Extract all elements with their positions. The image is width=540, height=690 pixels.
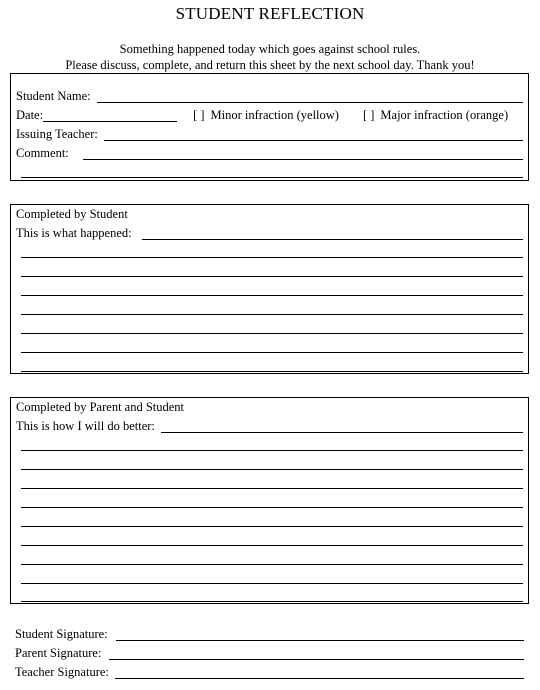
writing-line[interactable] — [21, 314, 523, 315]
writing-line[interactable] — [21, 601, 523, 602]
comment-label: Comment: — [16, 146, 69, 160]
student-name-label: Student Name: — [16, 89, 91, 103]
teacher-signature-row — [15, 665, 524, 679]
what-happened-label: This is what happened: — [16, 226, 132, 240]
writing-line[interactable] — [21, 545, 523, 546]
student-name-field[interactable] — [97, 90, 523, 103]
do-better-field[interactable] — [161, 420, 523, 433]
student-name-row — [16, 89, 523, 103]
teacher-signature-field[interactable] — [115, 666, 524, 679]
writing-line[interactable] — [21, 352, 523, 353]
parent-section-heading: Completed by Parent and Student — [16, 400, 185, 414]
parent-signature-field[interactable] — [109, 647, 524, 660]
student-signature-field[interactable] — [116, 628, 524, 641]
do-better-label: This is how I will do better: — [16, 419, 155, 433]
intro-line-1: Something happened today which goes against school rules. — [119, 42, 421, 56]
comment-row — [16, 146, 523, 160]
date-label: Date: — [16, 108, 44, 122]
issuing-teacher-row — [16, 127, 523, 141]
what-happened-field[interactable] — [142, 227, 523, 240]
writing-line[interactable] — [21, 526, 523, 527]
writing-line[interactable] — [21, 257, 523, 258]
writing-line[interactable] — [21, 583, 523, 584]
comment-field[interactable] — [83, 147, 523, 160]
writing-line[interactable] — [21, 564, 523, 565]
writing-line[interactable] — [21, 488, 523, 489]
student-signature-label: Student Signature: — [15, 627, 108, 641]
intro-line-2: Please discuss, complete, and return this sheet by the next school day. Thank you! — [65, 58, 475, 72]
student-section-heading: Completed by Student — [16, 207, 128, 221]
comment-line[interactable] — [21, 177, 523, 178]
what-happened-row — [16, 226, 523, 240]
writing-line[interactable] — [21, 371, 523, 372]
student-section-heading-row — [16, 207, 523, 221]
writing-line[interactable] — [21, 469, 523, 470]
date-field[interactable] — [43, 109, 177, 122]
student-info-box — [10, 73, 529, 181]
page-title: STUDENT REFLECTION — [175, 4, 365, 23]
major-infraction-label: Major infraction (orange) — [380, 108, 509, 122]
minor-infraction-label: Minor infraction (yellow) — [210, 108, 339, 122]
writing-line[interactable] — [21, 333, 523, 334]
student-section-box — [10, 204, 529, 374]
writing-line[interactable] — [21, 276, 523, 277]
teacher-signature-label: Teacher Signature: — [15, 665, 109, 679]
do-better-row — [16, 419, 523, 433]
major-infraction-checkbox[interactable]: [ ] — [362, 108, 375, 122]
parent-signature-row — [15, 646, 524, 660]
writing-line[interactable] — [21, 507, 523, 508]
minor-infraction-checkbox[interactable]: [ ] — [193, 108, 205, 122]
parent-section-box — [10, 397, 529, 604]
student-signature-row — [15, 627, 524, 641]
issuing-teacher-field[interactable] — [104, 128, 523, 141]
parent-section-heading-row — [16, 400, 523, 414]
issuing-teacher-label: Issuing Teacher: — [16, 127, 98, 141]
parent-signature-label: Parent Signature: — [15, 646, 102, 660]
writing-line[interactable] — [21, 295, 523, 296]
writing-line[interactable] — [21, 450, 523, 451]
date-row — [16, 108, 523, 122]
